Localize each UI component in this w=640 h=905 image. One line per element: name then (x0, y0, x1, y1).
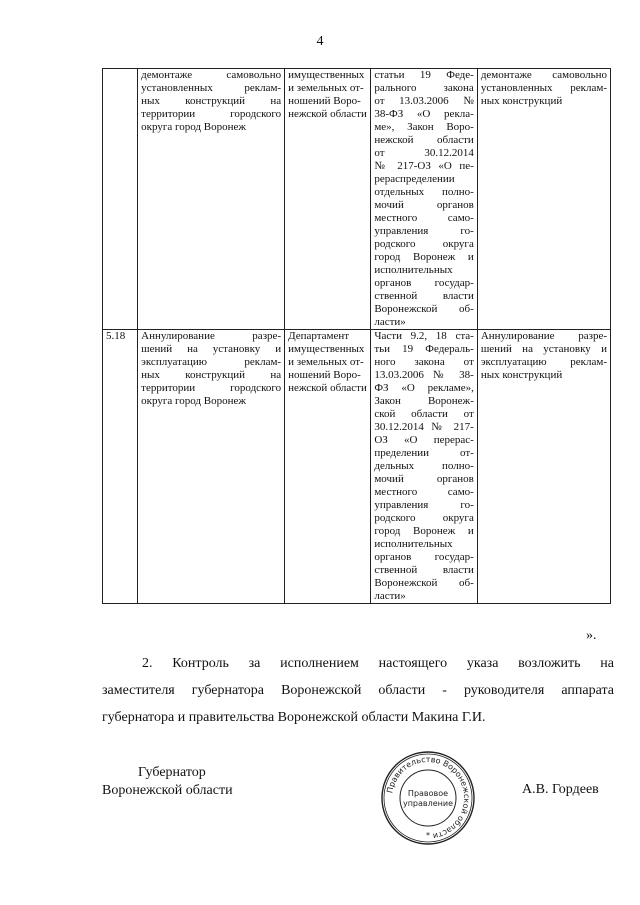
cell-line: органов государ- (374, 277, 474, 289)
paragraph-line-3: губернатора и правительства Воронежской области Макина Г.И. (102, 710, 486, 725)
cell-line: органов государ- (374, 551, 474, 563)
cell-line: город Воронеж и (374, 251, 474, 263)
cell-line: Аннулирование разре- (480, 330, 607, 342)
cell-line: имущественных (288, 343, 365, 355)
cell-line: нежской области (288, 108, 367, 120)
cell-line: статьи 19 Феде- (374, 69, 474, 81)
cell-line: местного само- (374, 486, 474, 498)
seal-center-line-1: Правовое (407, 789, 449, 798)
row-number-cell: 5.18 (103, 330, 138, 604)
cell-line: ношений Воро- (288, 95, 361, 107)
cell-line: Воронежской об- (374, 303, 474, 315)
cell-line: нежской области (288, 382, 367, 394)
cell-line: ме», Закон Воро- (374, 121, 474, 133)
cell-line: ного закона от (374, 356, 474, 368)
cell-line: отдельных полно- (374, 186, 474, 198)
cell-line: и земельных от- (288, 356, 364, 368)
cell-line: территории городского (141, 382, 282, 394)
table-cell-c5 (477, 330, 610, 604)
admin-procedures-table (102, 68, 611, 604)
cell-line: Закон Воронеж- (374, 395, 474, 407)
cell-line: исполнительных (374, 264, 453, 276)
cell-line: тьи 19 Федераль- (374, 343, 474, 355)
cell-line: ственной власти (374, 564, 474, 576)
table-row (103, 330, 611, 604)
cell-line: рераспределении (374, 173, 455, 185)
cell-line: город Воронеж и (374, 525, 474, 537)
cell-line: № 217-ОЗ «О пе- (374, 160, 474, 172)
cell-line: Части 9.2, 18 ста- (374, 330, 474, 342)
paragraph-line-2: заместителя губернатора Воронежской области - руководителя аппарата (102, 683, 614, 698)
cell-line: мочий органов (374, 199, 474, 211)
cell-line: управления го- (374, 499, 474, 511)
cell-line: установленных реклам- (480, 82, 607, 94)
cell-line: ласти» (374, 590, 406, 602)
closing-quote: ». (586, 628, 597, 643)
cell-line: ношений Воро- (288, 369, 361, 381)
cell-line: установленных реклам- (141, 82, 282, 94)
cell-line: родского округа (374, 512, 474, 524)
cell-line: 13.03.2006 № 38- (374, 369, 474, 381)
page-number: 4 (316, 34, 324, 49)
cell-line: эксплуатацию реклам- (480, 356, 607, 368)
cell-line: ской области от (374, 408, 474, 420)
table-cell-c5 (477, 69, 610, 330)
cell-line: управления го- (374, 225, 474, 237)
table-cell-c3 (285, 69, 371, 330)
cell-line: демонтаже самовольно (480, 69, 607, 81)
cell-line: родского округа (374, 238, 474, 250)
table-cell-c3 (285, 330, 371, 604)
cell-line: Воронежской об- (374, 577, 474, 589)
cell-line: Аннулирование разре- (141, 330, 282, 342)
cell-line: мочий органов (374, 473, 474, 485)
cell-line: ФЗ «О рекламе», (374, 382, 474, 394)
cell-line: территории городского (141, 108, 282, 120)
cell-line: демонтаже самовольно (141, 69, 282, 81)
paragraph-line-1: 2. Контроль за исполнением настоящего указа возложить на (142, 656, 614, 671)
row-number-cell (103, 69, 138, 330)
seal-center-line-2: управление (402, 799, 454, 808)
cell-line: ОЗ «О перерас- (374, 434, 474, 446)
table-cell-c4 (371, 69, 477, 330)
table-row (103, 69, 611, 330)
signatory-position: Губернатор (138, 765, 206, 780)
cell-line: ных конструкций (480, 369, 563, 381)
signer-name: А.В. Гордеев (522, 782, 599, 797)
cell-line: от 30.12.2014 (374, 147, 474, 159)
cell-line: от 13.03.2006 № (374, 95, 474, 107)
cell-line: исполнительных (374, 538, 453, 550)
seal-ring-text: Правительство Воронежской области (385, 754, 472, 841)
cell-line: местного само- (374, 212, 474, 224)
paragraph-control (102, 650, 614, 731)
cell-line: пределении от- (374, 447, 474, 459)
cell-line: дельных полно- (374, 460, 474, 472)
cell-line: рального закона (374, 82, 474, 94)
table-cell-c2 (138, 69, 285, 330)
cell-line: имущественных (288, 69, 365, 81)
cell-line: ных конструкций на (141, 95, 282, 107)
cell-line: эксплуатацию реклам- (141, 356, 282, 368)
cell-line: округа город Воронеж (141, 395, 246, 407)
cell-line: 30.12.2014 № 217- (374, 421, 474, 433)
table-cell-c4 (371, 330, 477, 604)
cell-line: ных конструкций на (141, 369, 282, 381)
cell-line: и земельных от- (288, 82, 364, 94)
cell-line: шений на установку и (480, 343, 607, 355)
cell-line: нежской области (374, 134, 474, 146)
signatory-region: Воронежской области (102, 783, 233, 798)
cell-line: ласти» (374, 316, 406, 328)
signatory-title (102, 764, 262, 800)
cell-line: Департамент (288, 330, 350, 342)
cell-line: 38-ФЗ «О рекла- (374, 108, 474, 120)
cell-line: шений на установку и (141, 343, 282, 355)
official-seal (380, 750, 476, 846)
seal-star: * (426, 831, 430, 840)
cell-line: ственной власти (374, 290, 474, 302)
cell-line: ных конструкций (480, 95, 563, 107)
table-cell-c2 (138, 330, 285, 604)
cell-line: округа город Воронеж (141, 121, 246, 133)
